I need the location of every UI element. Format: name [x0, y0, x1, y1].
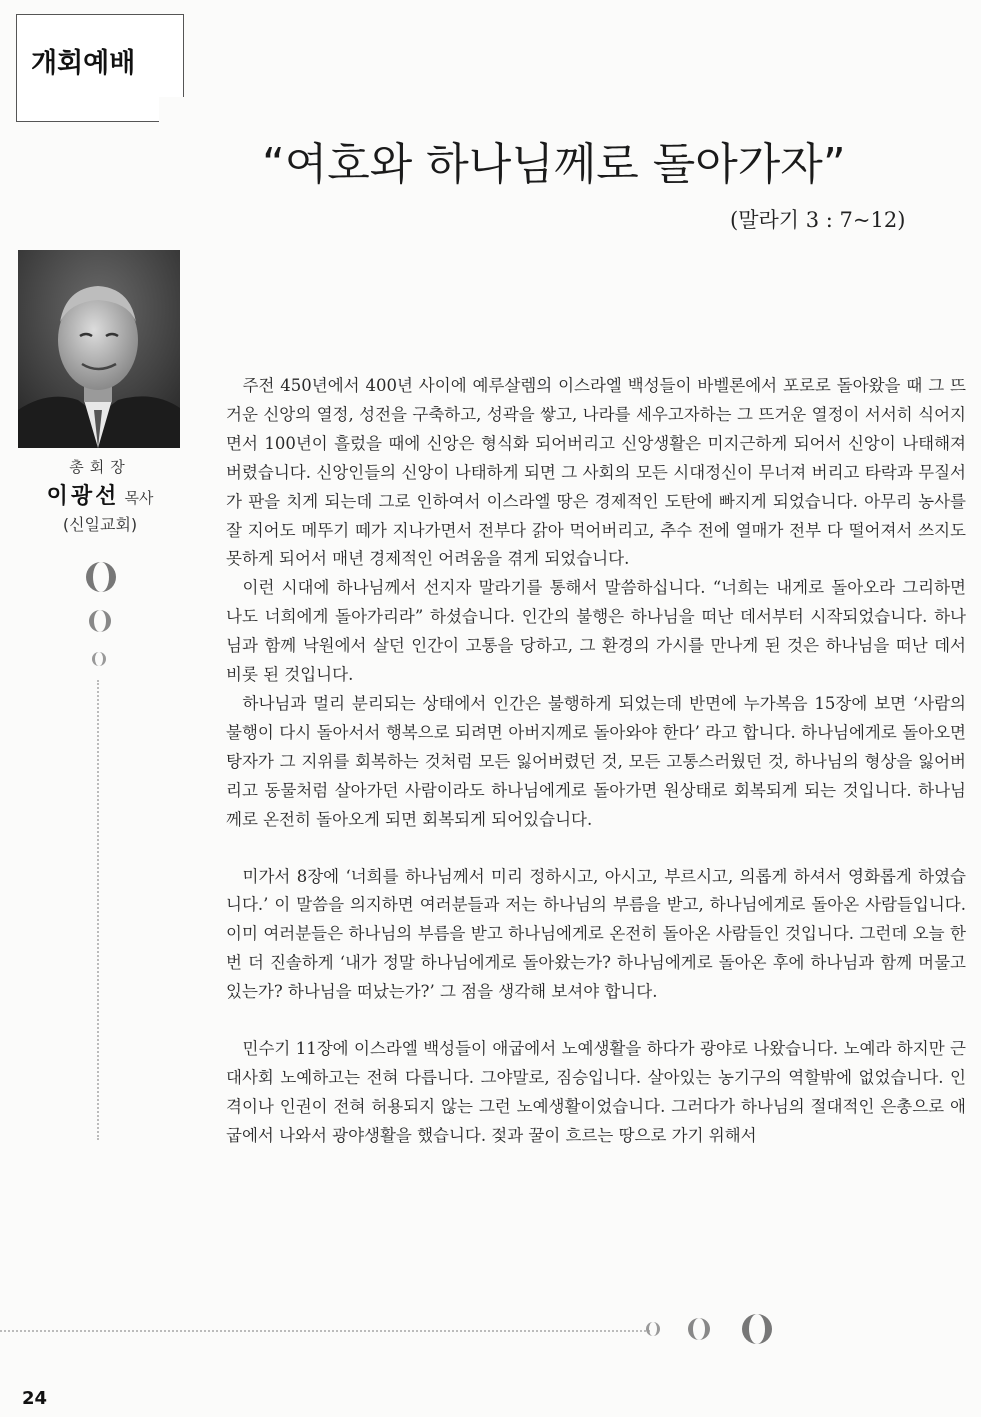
box-corner-notch: [159, 97, 185, 123]
ornament-pill-medium-bottom: [688, 1318, 710, 1340]
page-number: 24: [22, 1388, 48, 1409]
section-label: 개회예배: [31, 48, 136, 79]
body-paragraph: 주전 450년에서 400년 사이에 예루살렘의 이스라엘 백성들이 바벨론에서 포로로 돌아왔을 때 그 뜨거운 신앙의 열정, 성전을 구축하고, 성곽을 쌓고, 나라를 세우고자하는 그 뜨거운 열정이 서서히 식어지면서 100년이 흘렀을 때에 신앙은 형식화 되어버리고 신앙생활은 미지근하게 되어서 신앙이 나태해져 버렸습니다. 신앙인들의 신앙이 나태하게 되면 그 사회의 모든 시대정신이 무너져 버리고 타락과 무질서가 판을 치게 되는데 그로 인하여서 이스라엘 땅은 경제적인 도탄에 빠지게 되었습니다. 아무리 농사를 잘 지어도 메뚜기 떼가 지나가면서 전부다 갉아 먹어버리고, 추수 전에 열매가 전부 다 떨어져서 쓰지도 못하게 되어서 매년 경제적인 어려움을 겪게 되었습니다.: [226, 376, 966, 569]
paragraph-spacer: [226, 835, 966, 863]
horizontal-dotted-rule: [0, 1330, 650, 1332]
body-paragraph: 하나님과 멀리 분리되는 상태에서 인간은 불행하게 되었는데 반면에 누가복음 15장에 보면 ‘사람의 불행이 다시 돌아서서 행복으로 되려면 아버지께로 돌아와야 한다’ 라고 합니다. 하나님에게로 돌아오면 탕자가 그 지위를 회복하는 것처럼 모든 잃어버렸던 것, 모든 고통스러웠던 것, 하나님의 형상을 잃어버리고 동물처럼 살아가던 사람이라도 하나님에게로 돌아가면 원상태로 회복되게 되는 것입니다. 하나님께로 온전히 돌아오게 되면 회복되게 되어있습니다.: [226, 693, 966, 829]
ornament-pill-large-bottom: [742, 1314, 772, 1344]
body-paragraph: 미가서 8장에 ‘너희를 하나님께서 미리 정하시고, 아시고, 부르시고, 의롭게 하셔서 영화롭게 하였습니다.’ 이 말씀을 의지하면 여러분들과 저는 하나님의 부름을 받고, 하나님에게로 돌아온 사람들입니다. 이미 여러분들은 하나님의 부름을 받고 하나님에게로 온전히 돌아온 사람들인 것입니다. 그런데 오늘 한번 더 진솔하게 ‘내가 정말 하나님에게로 돌아왔는가? 하나님에게로 돌아온 후에 하나님과 함께 머물고 있는가? 하나님을 떠났는가?’ 그 점을 생각해 보셔야 합니다.: [226, 866, 966, 1002]
ornament-pill-large: [86, 562, 116, 592]
speaker-rank: 목사: [124, 489, 154, 507]
speaker-church: (신일교회): [62, 515, 138, 534]
speaker-info: [20, 456, 180, 535]
ornament-pill-small: [92, 652, 106, 666]
section-label-box: [16, 14, 184, 122]
speaker-name-line: [20, 479, 180, 510]
sermon-title: “여호와 하나님께로 돌아가자”: [262, 139, 846, 190]
body-paragraph: 이런 시대에 하나님께서 선지자 말라기를 통해서 말씀하십니다. “너희는 내게로 돌아오라 그리하면 나도 너희에게 돌아가리라” 하셨습니다. 인간의 불행은 하나님을 떠난 데서부터 시작되었습니다. 하나님과 함께 낙원에서 살던 인간이 고통을 당하고, 그 환경의 가시를 만나게 된 것은 하나님을 떠난 데서 비롯 된 것입니다.: [226, 578, 966, 685]
speaker-name: 이광선: [46, 484, 120, 509]
sermon-body: [226, 372, 966, 1151]
speaker-role: 총회장: [69, 458, 131, 476]
body-paragraph: 민수기 11장에 이스라엘 백성들이 애굽에서 노예생활을 하다가 광야로 나왔습니다. 노예라 하지만 근대사회 노예하고는 전혀 다릅니다. 그야말로, 짐승입니다. 살아있는 농기구의 역할밖에 없었습니다. 인격이나 인권이 전혀 허용되지 않는 그런 노예생활이었습니다. 그러다가 하나님의 절대적인 은총으로 애굽에서 나와서 광야생활을 했습니다. 젖과 꿀이 흐르는 땅으로 가기 위해서: [226, 1039, 966, 1145]
paragraph-spacer: [226, 1007, 966, 1035]
portrait-image: [18, 250, 180, 448]
ornament-pill-medium: [89, 610, 111, 632]
speaker-photo: [18, 250, 180, 448]
scripture-reference: (말라기 3 : 7~12): [730, 208, 906, 232]
ornament-pill-small-bottom: [646, 1322, 660, 1336]
vertical-dotted-rule: [97, 680, 99, 1140]
